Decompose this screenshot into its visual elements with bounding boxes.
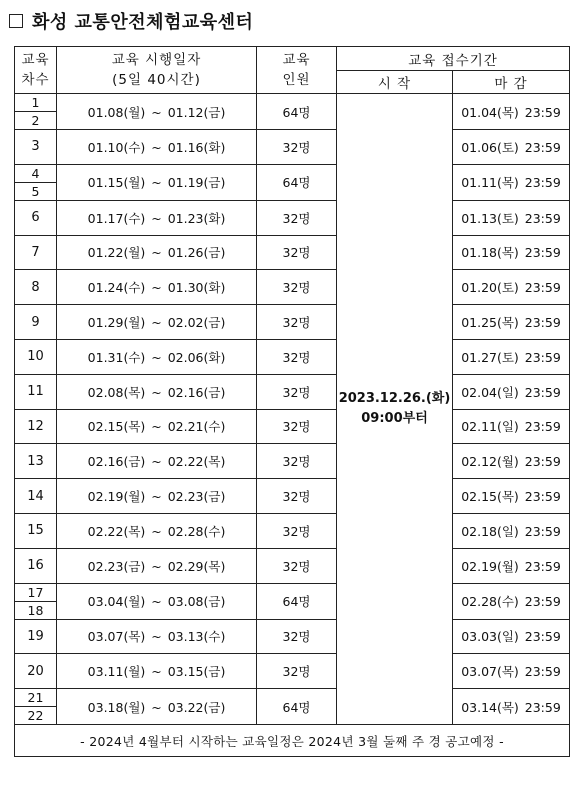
reception-end-cell: 03.03(일) 23:59 xyxy=(453,619,570,654)
reception-end-cell: 03.14(목) 23:59 xyxy=(453,689,570,725)
period-cell: 01.22(월) ~ 01.26(금) xyxy=(57,235,257,270)
reception-end-cell: 02.19(월) 23:59 xyxy=(453,548,570,583)
period-cell: 01.31(수) ~ 02.06(화) xyxy=(57,339,257,374)
people-cell: 32명 xyxy=(257,200,337,235)
round-cell: 6 xyxy=(15,200,57,235)
reception-end-cell: 03.07(목) 23:59 xyxy=(453,654,570,689)
header-reception: 교육 접수기간 xyxy=(337,47,570,71)
round-cell: 16 xyxy=(15,548,57,583)
table-row xyxy=(15,94,570,130)
table-row xyxy=(15,479,570,514)
round-cell: 20 xyxy=(15,654,57,689)
header-start: 시 작 xyxy=(337,71,453,94)
people-cell: 64명 xyxy=(257,583,337,619)
round-cell: 9 xyxy=(15,305,57,340)
table-row xyxy=(15,200,570,235)
reception-start-cell xyxy=(337,94,453,725)
reception-end-cell: 01.04(목) 23:59 xyxy=(453,94,570,130)
reception-end-cell: 01.20(토) 23:59 xyxy=(453,270,570,305)
round-cell xyxy=(15,583,57,619)
people-cell: 32명 xyxy=(257,479,337,514)
header-round: 교육 차수 xyxy=(15,47,57,94)
round-number: 4 xyxy=(15,165,56,183)
period-cell: 03.04(월) ~ 03.08(금) xyxy=(57,583,257,619)
table-row xyxy=(15,548,570,583)
round-number: 17 xyxy=(15,584,56,602)
period-cell: 02.19(월) ~ 02.23(금) xyxy=(57,479,257,514)
page-title xyxy=(9,7,253,35)
people-cell: 32명 xyxy=(257,270,337,305)
reception-end-cell: 02.18(일) 23:59 xyxy=(453,513,570,548)
table-row xyxy=(15,305,570,340)
round-cell xyxy=(15,164,57,200)
table-row xyxy=(15,583,570,619)
checkbox-square-icon xyxy=(9,14,23,28)
people-cell: 32명 xyxy=(257,654,337,689)
period-cell: 02.23(금) ~ 02.29(목) xyxy=(57,548,257,583)
people-cell: 64명 xyxy=(257,94,337,130)
round-cell: 19 xyxy=(15,619,57,654)
period-cell: 01.08(월) ~ 01.12(금) xyxy=(57,94,257,130)
reception-end-cell: 02.04(일) 23:59 xyxy=(453,374,570,409)
round-cell: 15 xyxy=(15,513,57,548)
period-cell: 01.29(월) ~ 02.02(금) xyxy=(57,305,257,340)
table-row xyxy=(15,444,570,479)
reception-start-time: 09:00부터 xyxy=(361,411,428,427)
table-row xyxy=(15,409,570,444)
period-cell: 02.16(금) ~ 02.22(목) xyxy=(57,444,257,479)
people-cell: 32명 xyxy=(257,235,337,270)
reception-end-cell: 01.18(목) 23:59 xyxy=(453,235,570,270)
round-number: 22 xyxy=(27,708,44,724)
table-row xyxy=(15,130,570,165)
table-row xyxy=(15,270,570,305)
people-cell: 64명 xyxy=(257,164,337,200)
round-cell: 12 xyxy=(15,409,57,444)
table-row xyxy=(15,374,570,409)
header-period-sub: (5일 40시간) xyxy=(112,72,201,88)
round-cell: 3 xyxy=(15,130,57,165)
round-number: 18 xyxy=(27,602,44,618)
reception-end-cell: 01.06(토) 23:59 xyxy=(453,130,570,165)
people-cell: 32명 xyxy=(257,130,337,165)
round-number: 1 xyxy=(15,94,56,112)
period-cell: 01.17(수) ~ 01.23(화) xyxy=(57,200,257,235)
reception-end-cell: 01.11(목) 23:59 xyxy=(453,164,570,200)
reception-end-cell: 01.13(토) 23:59 xyxy=(453,200,570,235)
reception-end-cell: 01.27(토) 23:59 xyxy=(453,339,570,374)
schedule-body xyxy=(15,94,570,725)
period-cell: 01.24(수) ~ 01.30(화) xyxy=(57,270,257,305)
round-number: 21 xyxy=(15,689,56,707)
footer-note: - 2024년 4월부터 시작하는 교육일정은 2024년 3월 둘째 주 경 공고예정 - xyxy=(15,725,570,757)
round-number: 2 xyxy=(31,113,40,128)
table-row xyxy=(15,619,570,654)
round-cell xyxy=(15,689,57,725)
table-row xyxy=(15,513,570,548)
schedule-table xyxy=(14,46,570,757)
round-number: 5 xyxy=(31,183,40,199)
people-cell: 32명 xyxy=(257,339,337,374)
round-cell: 13 xyxy=(15,444,57,479)
round-cell: 10 xyxy=(15,339,57,374)
reception-end-cell: 02.11(일) 23:59 xyxy=(453,409,570,444)
reception-end-cell: 02.12(월) 23:59 xyxy=(453,444,570,479)
table-row xyxy=(15,235,570,270)
people-cell: 64명 xyxy=(257,689,337,725)
people-cell: 32명 xyxy=(257,409,337,444)
round-cell: 14 xyxy=(15,479,57,514)
period-cell: 03.11(월) ~ 03.15(금) xyxy=(57,654,257,689)
period-cell: 02.15(목) ~ 02.21(수) xyxy=(57,409,257,444)
header-people: 교육 인원 xyxy=(257,47,337,94)
people-cell: 32명 xyxy=(257,619,337,654)
page-title-text: 화성 교통안전체험교육센터 xyxy=(32,12,254,33)
table-row xyxy=(15,689,570,725)
table-row xyxy=(15,339,570,374)
round-cell: 11 xyxy=(15,374,57,409)
reception-end-cell: 01.25(목) 23:59 xyxy=(453,305,570,340)
period-cell: 01.15(월) ~ 01.19(금) xyxy=(57,164,257,200)
period-cell: 01.10(수) ~ 01.16(화) xyxy=(57,130,257,165)
table-row xyxy=(15,654,570,689)
people-cell: 32명 xyxy=(257,513,337,548)
header-period xyxy=(57,47,257,94)
round-cell xyxy=(15,94,57,130)
header-period-title: 교육 시행일자 xyxy=(111,52,202,68)
period-cell: 03.18(월) ~ 03.22(금) xyxy=(57,689,257,725)
round-cell: 7 xyxy=(15,235,57,270)
people-cell: 32명 xyxy=(257,444,337,479)
reception-end-cell: 02.15(목) 23:59 xyxy=(453,479,570,514)
reception-start-date: 2023.12.26.(화) xyxy=(338,391,451,407)
people-cell: 32명 xyxy=(257,548,337,583)
period-cell: 02.08(목) ~ 02.16(금) xyxy=(57,374,257,409)
period-cell: 03.07(목) ~ 03.13(수) xyxy=(57,619,257,654)
period-cell: 02.22(목) ~ 02.28(수) xyxy=(57,513,257,548)
header-end: 마 감 xyxy=(453,71,570,94)
round-cell: 8 xyxy=(15,270,57,305)
people-cell: 32명 xyxy=(257,305,337,340)
table-row xyxy=(15,164,570,200)
people-cell: 32명 xyxy=(257,374,337,409)
reception-end-cell: 02.28(수) 23:59 xyxy=(453,583,570,619)
